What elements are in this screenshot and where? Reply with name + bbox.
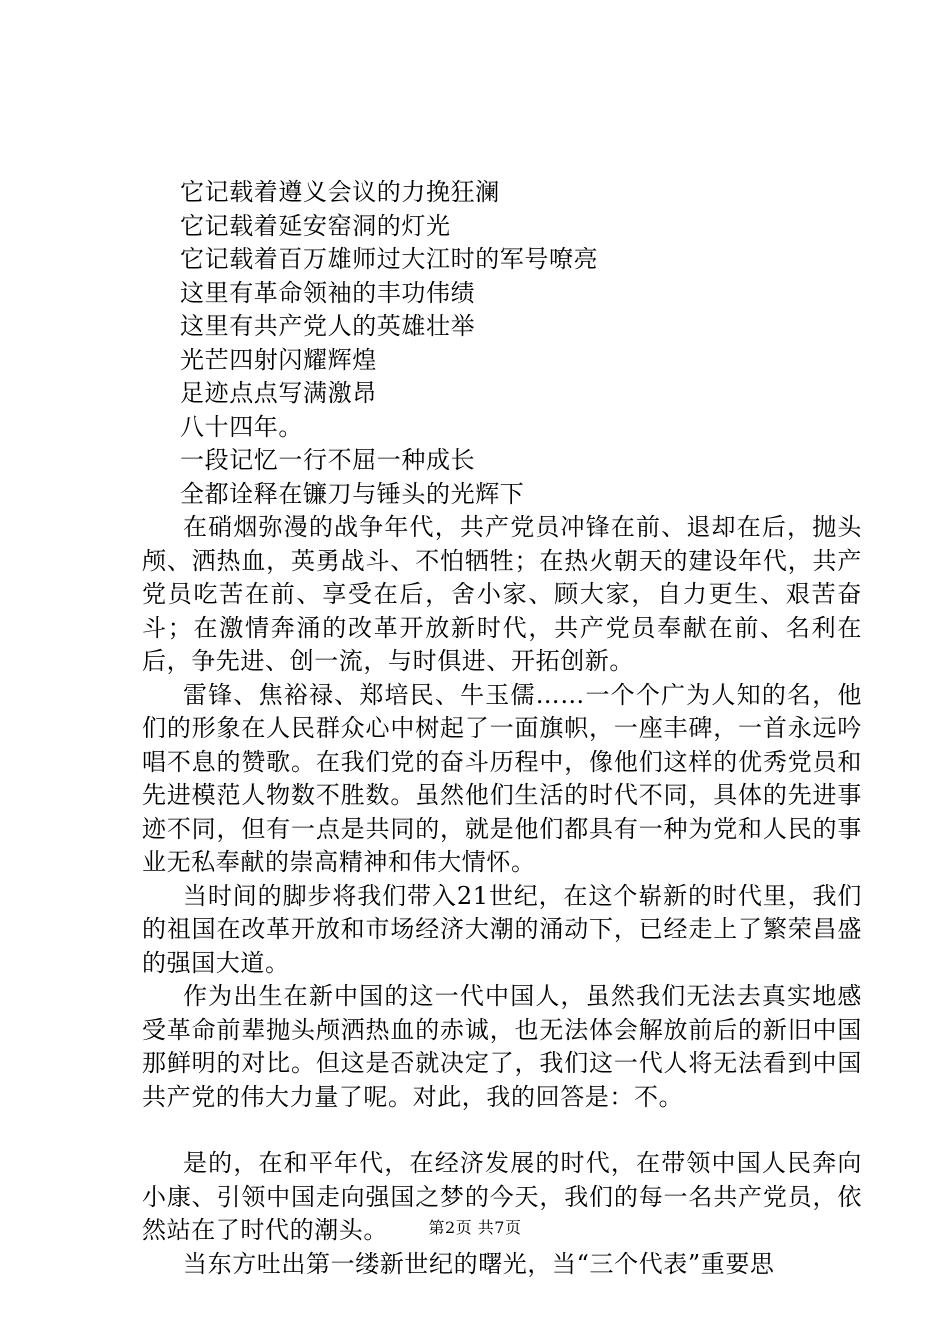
paragraph: 当时间的脚步将我们带入21世纪，在这个崭新的时代里，我们的祖国在改革开放和市场经济大潮的涌动下，已经走上了繁荣昌盛的强国大道。 [142, 881, 862, 977]
verse-line: 它记载着遵义会议的力挽狂澜 [180, 178, 500, 206]
verse-line: 这里有共产党人的英雄壮举 [180, 312, 476, 340]
blank-line [142, 1114, 862, 1147]
paragraph: 在硝烟弥漫的战争年代，共产党员冲锋在前、退却在后，抛头颅、洒热血，英勇战斗、不怕牺牲；在热火朝天的建设年代，共产党员吃苦在前、享受在后，舍小家、顾大家，自力更生、艰苦奋斗；在激情奔涌的改革开放新时代，共产党员奉献在前、名利在后，争先进、创一流，与时俱进、开拓创新。 [142, 513, 862, 675]
page-number-footer: 第2页 共7页 [428, 1218, 522, 1237]
paragraph: 是的，在和平年代，在经济发展的时代，在带领中国人民奔向小康、引领中国走向强国之梦的今天，我们的每一名共产党员，依然站在了时代的潮头。 [142, 1149, 862, 1244]
verse-line: 一段记忆一行不屈一种成长 [180, 446, 476, 474]
verse-line: 全都诠释在镰刀与锤头的光辉下 [180, 479, 525, 508]
verse-line: 它记载着百万雄师过大江时的军号嘹亮 [180, 245, 599, 273]
paragraph: 当东方吐出第一缕新世纪的曙光，当“三个代表”重要思 [183, 1249, 775, 1278]
verse-line: 足迹点点写满激昂 [180, 379, 377, 407]
verse-line: 这里有革命领袖的丰功伟绩 [180, 278, 476, 307]
verse-line: 八十四年。 [180, 412, 303, 441]
verse-line: 光芒四射闪耀辉煌 [180, 345, 377, 374]
paragraph: 作为出生在新中国的这一代中国人，虽然我们无法去真实地感受革命前辈抛头颅洒热血的赤诚，也无法体会解放前后的新旧中国那鲜明的对比。但这是否就决定了，我们这一代人将无法看到中国共产党的伟大力量了呢。对此，我的回答是：不。 [142, 982, 862, 1111]
verse-line: 它记载着延安窑洞的灯光 [180, 211, 451, 240]
document-body [142, 176, 862, 1281]
paragraph: 雷锋、焦裕禄、郑培民、牛玉儒……一个个广为人知的名，他们的形象在人民群众心中树起了一面旗帜，一座丰碑，一首永远吟唱不息的赞歌。在我们党的奋斗历程中，像他们这样的优秀党员和先进模范人物数不胜数。虽然他们生活的时代不同，具体的先进事迹不同，但有一点是共同的，就是他们都具有一种为党和人民的事业无私奉献的崇高精神和伟大情怀。 [142, 680, 862, 876]
